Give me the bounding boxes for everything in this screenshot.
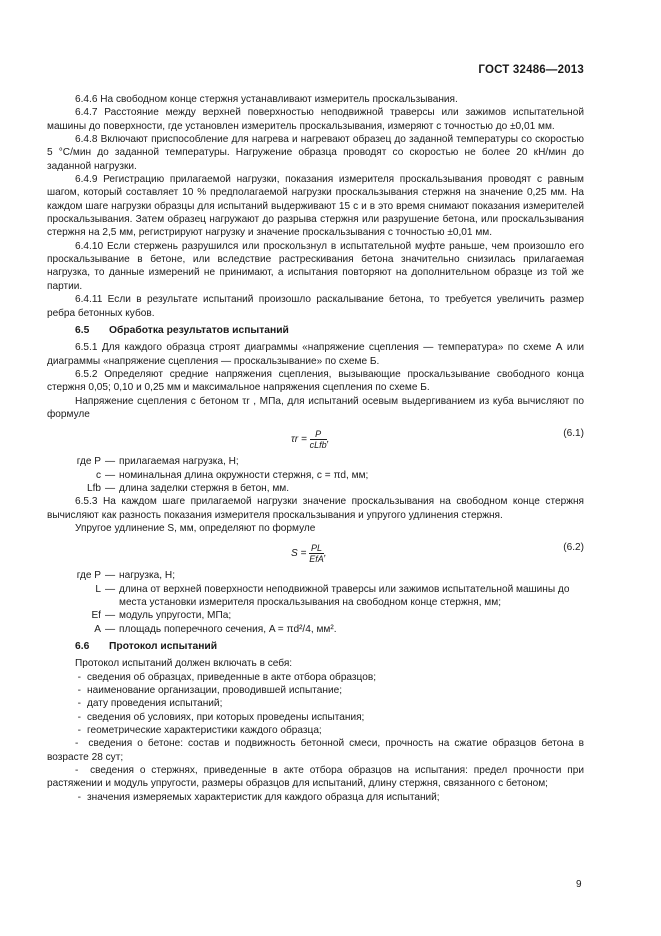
where-text: длина заделки стержня в бетон, мм. [119,482,290,494]
section-title: Протокол испытаний [109,641,218,653]
list-item: - наименование организации, проводившей испытание; [77,685,343,697]
where-row: где P — прилагаемая нагрузка, Н; [47,455,584,468]
formula-numerator: P [310,429,327,440]
formula-tail: , [323,548,327,560]
paragraph-6-5-2: 6.5.2 Определяют средние напряжения сцепления, вызывающие проскальзывание свободного конца стержня 0,05; 0,10 и 0,25 мм и максимальное напряжения сцепления по схеме Б. [47,368,584,394]
paragraph-6-4-6: 6.4.6 На свободном конце стержня устанавливают измеритель проскальзывания. [75,94,458,105]
formula-fraction [310,429,327,450]
where-text: прилагаемая нагрузка, Н; [119,456,239,468]
where-text: нагрузка, Н; [119,570,175,582]
paragraph-6-4-7: 6.4.7 Расстояние между верхней поверхностью неподвижной траверсы или зажимов испытательной машины до поверхности, где установлен измеритель проскальзывания, измеряют с точностью до ±0,01 мм. [47,107,584,132]
list-item: - сведения о бетоне: состав и подвижность бетонной смеси, прочность на сжатие образцов бетона в возрасте 28 сут; [47,738,584,763]
paragraph-6-4-10: 6.4.10 Если стержень разрушился или проскользнул в испытательной муфте раньше, чем произошло его проскальзывание в бетоне, или вследствие растрескивания бетона значительно снизилась прилагаемая нагрузка, то данные измерений не принимают, а испытания повторяют на дополнительном образце из той же партии. [47,240,584,292]
paragraph-6-4-11: 6.4.11 Если в результате испытаний произошло раскалывание бетона, то требуется увеличить размер ребра бетонных кубов. [47,294,584,319]
where-symbol: где P [76,570,101,582]
formula-6-1 [47,421,584,455]
document-code: ГОСТ 32486—2013 [478,64,584,76]
paragraph-6-4-9: 6.4.9 Регистрацию прилагаемой нагрузки, показания измерителя проскальзывания проводят с равным шагом, который составляет 10 % предполагаемой нагрузки проскальзывания стержня на значение 0,25 мм. На каждом шаге нагрузки образцы для испытаний выдерживают 15 с и в это время снимают показания измерителей проскальзывания. Затем образец нагружают до разрыва стержня или разрушение бетона, или проскальзывания стержня на 2,5 мм, регистрируют нагрузку и значение проскальзывания с точностью ±0,01 мм. [47,174,584,239]
list-item: - значения измеряемых характеристик для каждого образца для испытаний; [77,791,440,803]
list-item: - сведения об образцах, приведенные в акте отбора образцов; [77,671,377,683]
where-symbol: c [95,469,101,481]
section-number: 6.6 [75,641,90,653]
where-row: c — номинальная длина окружности стержня, c = πd, мм; [47,469,584,482]
page-number: 9 [576,879,582,890]
formula-lhs: S = [291,548,307,560]
where-symbol: Lfb [86,482,101,494]
protocol-intro: Протокол испытаний должен включать в себя: [75,658,293,670]
section-heading-6-6 [75,640,584,653]
formula-6-2 [47,535,584,569]
where-text: длина от верхней поверхности неподвижной траверсы или зажимов испытательной машины до места установки измерителя проскальзывания на свободном конце стержня, мм; [119,583,570,608]
where-row: Lfb — длина заделки стержня в бетон, мм. [47,482,584,495]
where-text: площадь поперечного сечения, A = πd²/4, мм². [119,623,337,635]
where-symbol: где P [76,456,101,468]
list-item: - сведения о стержнях, приведенные в акте отбора образцов на испытания: предел прочности при растяжении и модуль упругости, размеры образцов для испытаний, длину стержня, связанного с бетоном; [47,765,584,790]
formula-expression [291,429,329,450]
section-title: Обработка результатов испытаний [109,324,289,336]
where-row: A — площадь поперечного сечения, A = πd²/4, мм². [47,623,584,636]
list-item: - сведения об условиях, при которых проведены испытания; [77,711,365,723]
formula-tail: , [326,434,330,446]
where-row: где P — нагрузка, Н; [47,569,584,582]
where-text: модуль упругости, МПа; [119,610,232,622]
formula-fraction [309,543,324,564]
formula-lhs: τr = [291,434,307,446]
formula-denominator: cLfb [309,440,327,451]
formula-denominator: EfA [309,554,324,565]
equation-number: (6.2) [563,542,584,554]
paragraph-6-4-8: 6.4.8 Включают приспособление для нагрева и нагревают образец до заданной температуры со скоростью 5 °С/мин до заданной температуры. Нагружение образца проводят со скоростью не более 20 кН/мин до заданной нагрузки. [47,134,584,172]
paragraph-elastic-elongation: Упругое удлинение S, мм, определяют по формуле [75,522,316,534]
section-number: 6.5 [75,324,90,336]
paragraph-bond-stress: Напряжение сцепления с бетоном τr , МПа, для испытаний осевым выдергиванием из куба вычисляют по формуле [47,395,584,420]
where-symbol: Ef [91,610,101,622]
where-text: номинальная длина окружности стержня, c = πd, мм; [119,469,369,481]
list-item: - дату проведения испытаний; [77,698,223,710]
paragraph-6-5-3: 6.5.3 На каждом шаге прилагаемой нагрузки значение проскальзывания на свободном конце стержня вычисляют как разность показания измерителя проскальзывания и упругого удлинения стержня. [47,496,584,521]
where-symbol: A [94,623,101,635]
section-heading-6-5 [75,324,584,337]
paragraph-6-5-1: 6.5.1 Для каждого образца строят диаграммы «напряжение сцепления — температура» по схеме А или диаграммы «напряжение сцепления — проскальзывание» по схеме Б. [47,342,584,367]
document-body [47,93,584,804]
formula-expression [291,543,327,564]
formula-numerator: PL [311,543,323,554]
where-symbol: L [95,583,101,595]
equation-number: (6.1) [563,428,584,440]
where-row: L — длина от верхней поверхности неподвижной траверсы или зажимов испытательной машины до места установки измерителя проскальзывания на свободном конце стержня, мм; [47,583,584,610]
list-item: - геометрические характеристики каждого образца; [77,725,322,737]
where-row: Ef — модуль упругости, МПа; [47,609,584,622]
